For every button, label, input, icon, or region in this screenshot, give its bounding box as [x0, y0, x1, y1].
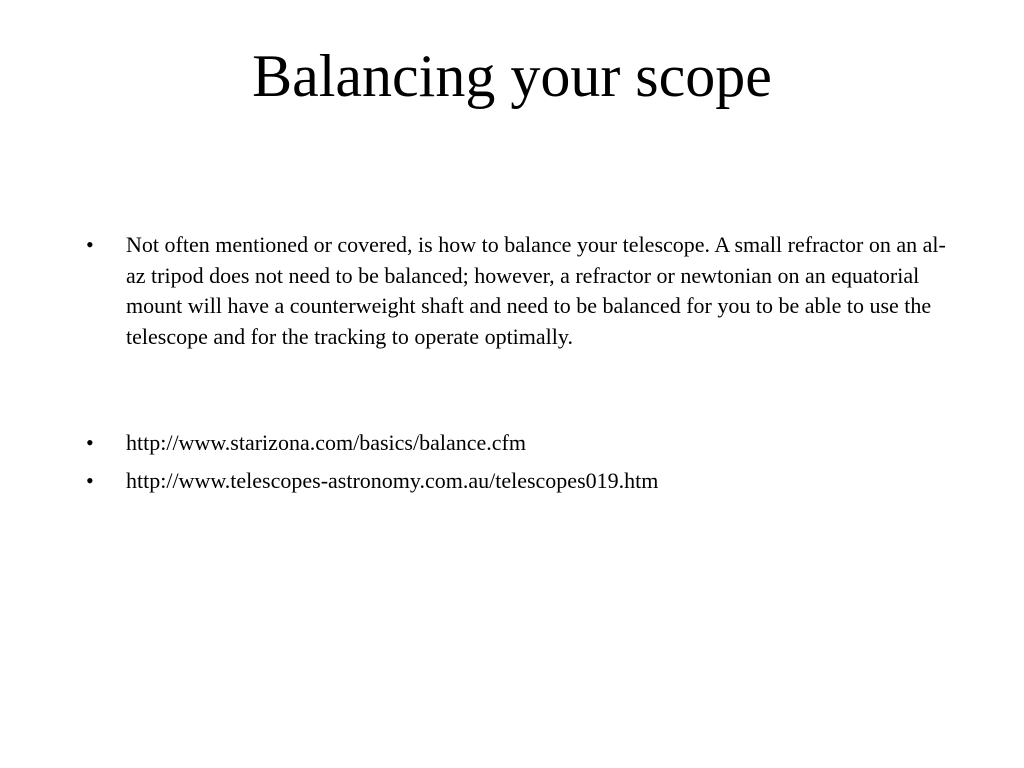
bullet-list	[86, 230, 946, 496]
bullet-item-balance-description	[86, 230, 946, 352]
slide-title: Balancing your scope	[252, 43, 772, 109]
bullet-link-text: http://www.starizona.com/basics/balance.cfm	[126, 430, 526, 455]
bullet-icon: •	[86, 430, 94, 455]
bullet-icon: •	[86, 232, 94, 257]
bullet-icon: •	[86, 467, 94, 493]
bullet-link-text: http://www.telescopes-astronomy.com.au/telescopes019.htm	[126, 467, 659, 493]
bullet-item-telescopes-astronomy-link	[86, 466, 946, 497]
bullet-text: Not often mentioned or covered, is how to balance your telescope. A small refractor on an al-az tripod does not need to be balanced; however, a refractor or newtonian on an equatorial mount will have a counterweight shaft and need to be balanced for you to be able to use the telescope and for the tracking to operate optimally.	[126, 232, 946, 349]
bullet-item-starizona-link	[86, 428, 946, 459]
